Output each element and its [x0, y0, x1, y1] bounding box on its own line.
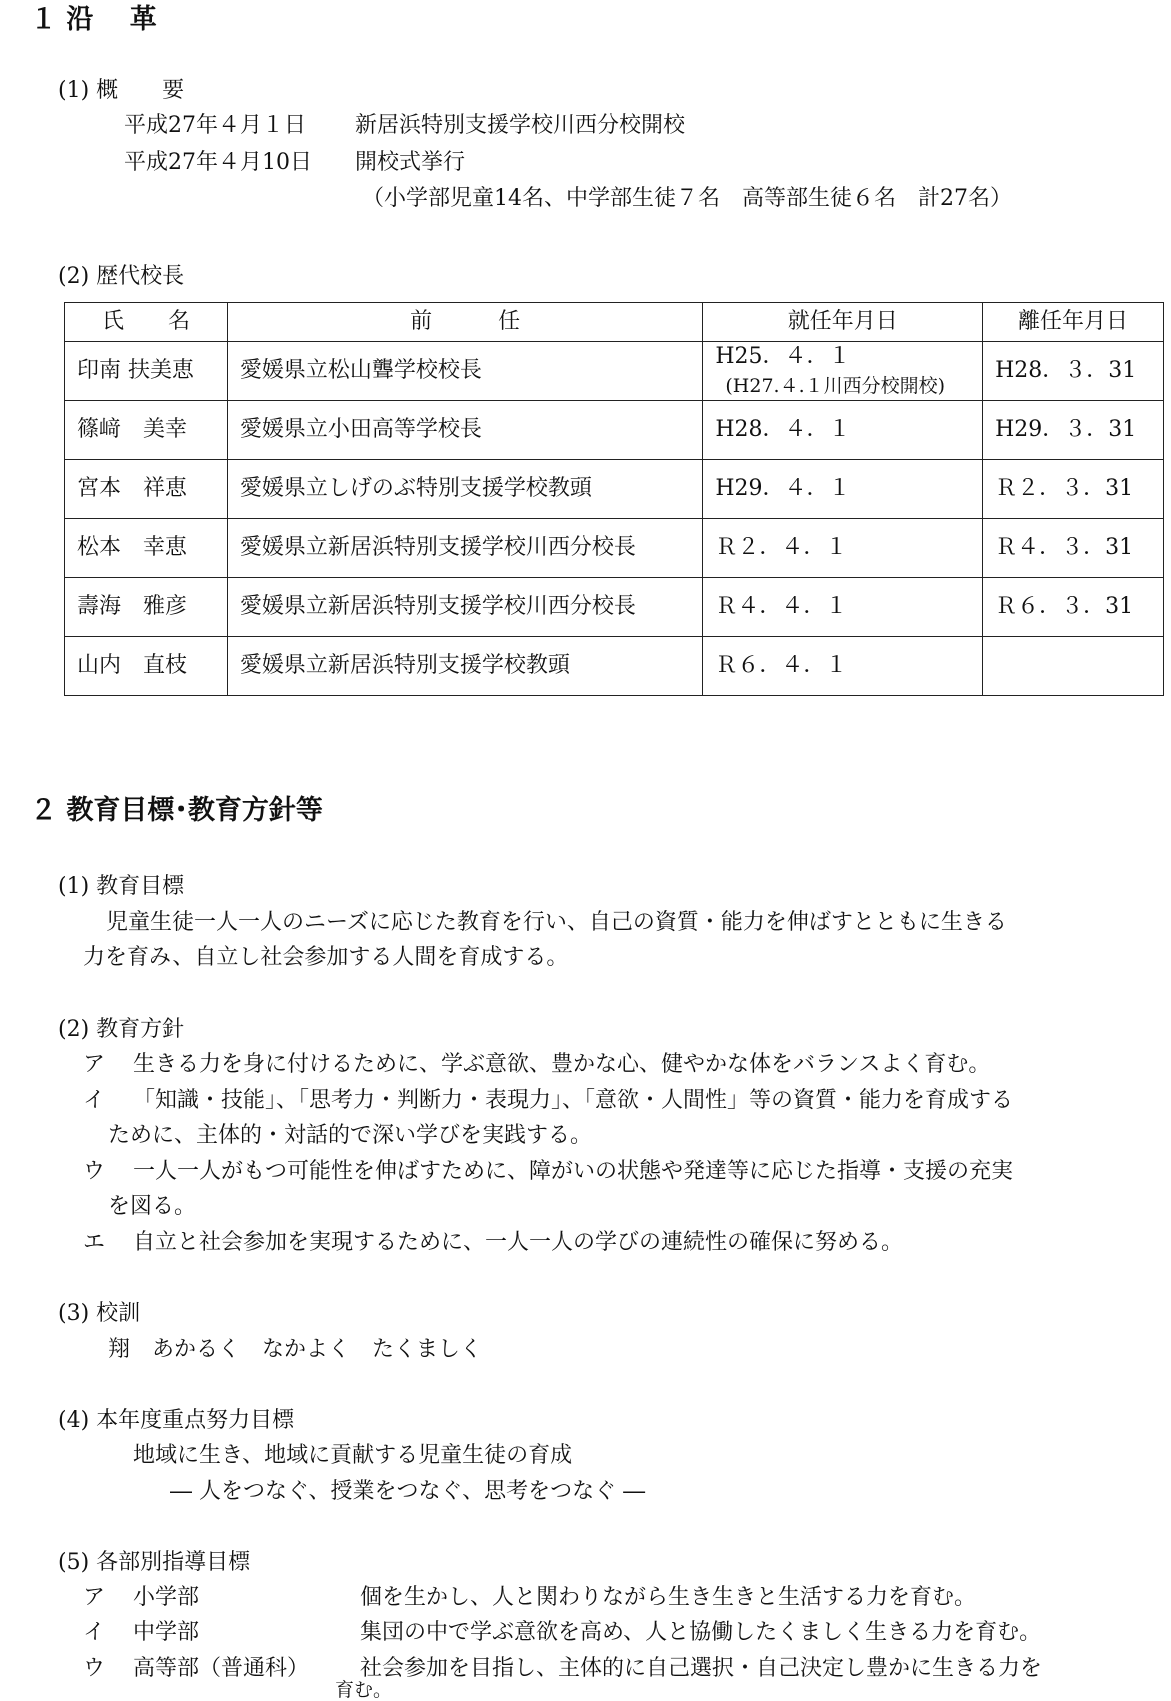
table-header-row — [65, 303, 1164, 342]
division-mark-i: イ — [83, 1620, 106, 1645]
division-mark-a: ア — [83, 1585, 106, 1610]
cell-end: Ｒ４．３．31 — [983, 519, 1164, 578]
division-name-junior: 中学部 — [133, 1620, 200, 1645]
goal-line-2: 力を育み、自立し社会参加する人間を育成する。 — [83, 945, 569, 970]
policy-e-line-1: 自立と社会参加を実現するために、一人一人の学びの連続性の確保に努める。 — [133, 1230, 904, 1255]
cell-previous: 愛媛県立新居浜特別支援学校教頭 — [227, 637, 702, 696]
table-row — [65, 401, 1164, 460]
cell-start: H29．４．１ — [703, 460, 983, 519]
overview-note: （小学部児童14名、中学部生徒７名 高等部生徒６名 計27名） — [362, 186, 1012, 211]
overview-date-2: 平成27年４月10日 — [124, 150, 312, 175]
cell-end — [983, 637, 1164, 696]
cell-end: H29．３．31 — [983, 401, 1164, 460]
cell-start-date: H25．４．１ — [715, 344, 851, 370]
cell-end: H28．３．31 — [983, 342, 1164, 401]
policy-u-line-1: 一人一人がもつ可能性を伸ばすために、障がいの状態や発達等に応じた指導・支援の充実 — [133, 1159, 1014, 1184]
cell-previous: 愛媛県立新居浜特別支援学校川西分校長 — [227, 578, 702, 637]
policy-a-line-1: 生きる力を身に付けるために、学ぶ意欲、豊かな心、健やかな体をバランスよく育む。 — [133, 1052, 991, 1077]
overview-text-1: 新居浜特別支援学校川西分校開校 — [355, 113, 686, 138]
divisions-heading: (5) 各部別指導目標 — [58, 1550, 251, 1575]
cell-name: 印南 扶美恵 — [65, 342, 228, 401]
overview-heading: (1) 概 要 — [58, 78, 185, 103]
cell-start — [703, 342, 983, 401]
division-goal-junior: 集団の中で学ぶ意欲を高め、人と協働したくましく生きる力を育む。 — [360, 1620, 1042, 1645]
division-mark-u: ウ — [83, 1656, 106, 1681]
cell-start: Ｒ６．４．１ — [703, 637, 983, 696]
principals-heading: (2) 歴代校長 — [58, 264, 185, 289]
table-row — [65, 578, 1164, 637]
division-name-elementary: 小学部 — [133, 1585, 200, 1610]
table-row — [65, 460, 1164, 519]
col-header-end: 離任年月日 — [983, 303, 1164, 342]
division-goal-high-line-2: 育む。 — [335, 1679, 393, 1701]
table-row — [65, 519, 1164, 578]
cell-previous: 愛媛県立小田高等学校長 — [227, 401, 702, 460]
division-goal-high-line-1: 社会参加を目指し、主体的に自己選択・自己決定し豊かに生きる力を — [360, 1656, 1043, 1681]
col-header-name: 氏 名 — [65, 303, 228, 342]
cell-name: 山内 直枝 — [65, 637, 228, 696]
policy-u-line-2: を図る。 — [108, 1194, 197, 1219]
overview-date-1: 平成27年４月１日 — [124, 113, 306, 138]
focus-line-1: 地域に生き、地域に貢献する児童生徒の育成 — [133, 1443, 573, 1468]
cell-end: Ｒ２．３．31 — [983, 460, 1164, 519]
section1-heading: １ 沿 革 — [30, 4, 157, 35]
cell-previous: 愛媛県立松山聾学校校長 — [227, 342, 702, 401]
focus-heading: (4) 本年度重点努力目標 — [58, 1408, 295, 1433]
overview-text-2: 開校式挙行 — [355, 150, 466, 175]
division-goal-elementary: 個を生かし、人と関わりながら生き生きと生活する力を育む。 — [360, 1585, 977, 1610]
table-row — [65, 637, 1164, 696]
policy-mark-e: エ — [83, 1230, 106, 1255]
cell-previous: 愛媛県立しげのぶ特別支援学校教頭 — [227, 460, 702, 519]
motto-text: 翔 あかるく なかよく たくましく — [108, 1337, 483, 1362]
focus-line-2: ― 人をつなぐ、授業をつなぐ、思考をつなぐ ― — [170, 1479, 646, 1504]
goal-heading: (1) 教育目標 — [58, 874, 185, 899]
cell-name: 松本 幸恵 — [65, 519, 228, 578]
principals-table — [64, 302, 1164, 696]
cell-start: H28．４．１ — [703, 401, 983, 460]
col-header-start: 就任年月日 — [703, 303, 983, 342]
cell-name: 壽海 雅彦 — [65, 578, 228, 637]
cell-start-note: (H27.４.１川西分校開校) — [725, 374, 946, 397]
policy-heading: (2) 教育方針 — [58, 1017, 185, 1042]
policy-mark-a: ア — [83, 1052, 106, 1077]
cell-start: Ｒ２．４．１ — [703, 519, 983, 578]
cell-start: Ｒ４．４．１ — [703, 578, 983, 637]
goal-line-1: 児童生徒一人一人のニーズに応じた教育を行い、自己の資質・能力を伸ばすとともに生きる — [106, 910, 1007, 935]
cell-previous: 愛媛県立新居浜特別支援学校川西分校長 — [227, 519, 702, 578]
division-name-high: 高等部（普通科） — [133, 1656, 310, 1681]
policy-mark-i: イ — [83, 1088, 106, 1113]
cell-name: 篠﨑 美幸 — [65, 401, 228, 460]
table-row — [65, 342, 1164, 401]
cell-name: 宮本 祥恵 — [65, 460, 228, 519]
section2-heading: ２ 教育目標･教育方針等 — [30, 795, 323, 826]
col-header-previous: 前 任 — [227, 303, 702, 342]
policy-i-line-1: 「知識・技能」、「思考力・判断力・表現力」、「意欲・人間性」等の資質・能力を育成する — [133, 1088, 1014, 1113]
motto-heading: (3) 校訓 — [58, 1301, 141, 1326]
policy-i-line-2: ために、主体的・対話的で深い学びを実践する。 — [108, 1123, 593, 1148]
cell-end: Ｒ６．３．31 — [983, 578, 1164, 637]
policy-mark-u: ウ — [83, 1159, 106, 1184]
